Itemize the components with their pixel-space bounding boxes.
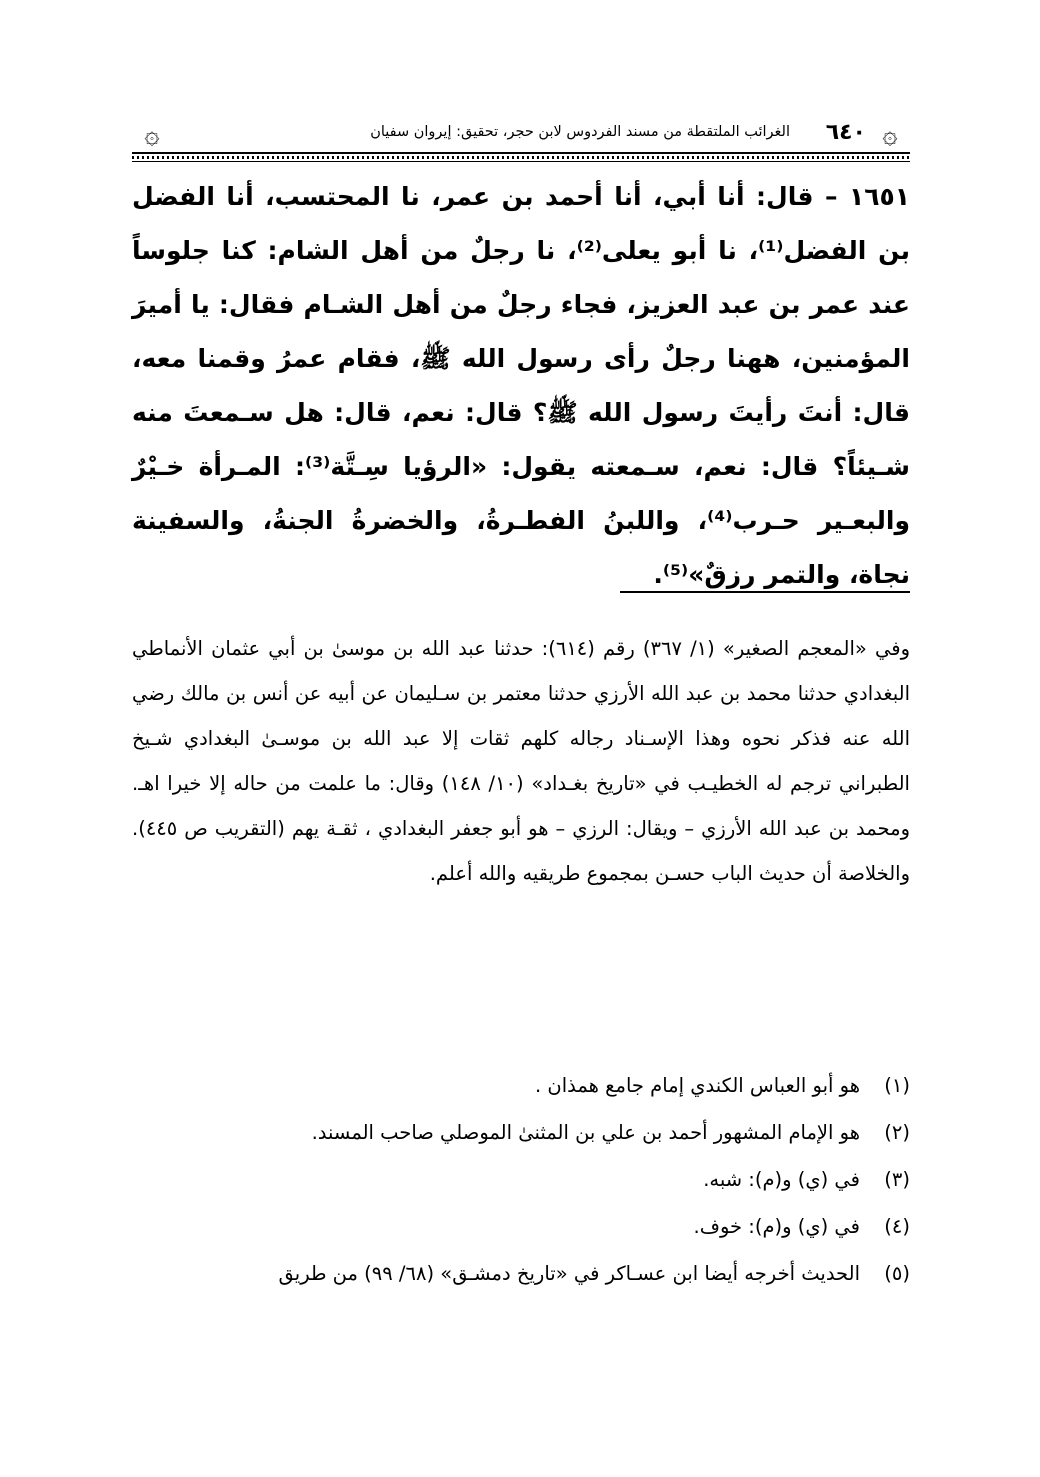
- footnote-number: (٤): [884, 1215, 910, 1238]
- footnote-number: (١): [884, 1074, 910, 1097]
- footnote-text: في (ي) و(م): شبه.: [703, 1168, 860, 1191]
- commentary: [132, 626, 910, 896]
- header-ornament-left-icon: ۞: [144, 120, 160, 150]
- footnote-number: (٢): [884, 1121, 910, 1144]
- hadith-text: [132, 170, 910, 602]
- header-ornament-right-icon: ۞: [882, 120, 898, 150]
- footnote-text: الحديث أخرجه أيضا ابن عسـاكر في «تاريخ دمشـق» (٦٨/ ٩٩) من طريق: [278, 1262, 860, 1285]
- footnote-item: [132, 1109, 910, 1156]
- footnote-text: هو الإمام المشهور أحمد بن علي بن المثنىٰ الموصلي صاحب المسند.: [311, 1121, 860, 1144]
- header-rule: [132, 152, 910, 162]
- footnote-divider: [620, 591, 910, 593]
- footnote-item: [132, 1203, 910, 1250]
- footnotes-list: [132, 1062, 910, 1297]
- footnote-item: [132, 1250, 910, 1297]
- page-number: ٦٤٠: [825, 120, 866, 145]
- footnote-number: (٣): [884, 1168, 910, 1191]
- footnote-item: [132, 1062, 910, 1109]
- footnote-text: في (ي) و(م): خوف.: [693, 1215, 860, 1238]
- hadith-paragraph: ١٦٥١ – قال: أنا أبي، أنا أحمد بن عمر، نا المحتسب، أنا الفضل بن الفضل⁽¹⁾، نا أبو يعلى⁽²⁾، نا رجلٌ من أهل الشام: كنا جلوساً عند عمر بن عبد العزيز، فجاء رجلٌ من أهل الشـام فقال: يا أميرَ المؤمنين، ههنا رجلٌ رأى رسول الله ﷺ، فقام عمرُ وقمنا معه، قال: أنتَ رأيتَ رسول الله ﷺ؟ قال: نعم، قال: هل سـمعتَ منه شـيئاً؟ قال: نعم، سـمعته يقول: «الرؤيا سِـتَّة⁽³⁾: المـرأة خـيْرٌ والبعـير حـرب⁽⁴⁾، واللبنُ الفطـرةُ، والخضرةُ الجنةُ، والسفينة نجاة، والتمر رزقٌ»⁽⁵⁾.: [132, 182, 911, 589]
- footnote-number: (٥): [884, 1262, 910, 1285]
- commentary-paragraph: وفي «المعجم الصغير» (١/ ٣٦٧) رقم (٦١٤): حدثنا عبد الله بن موسىٰ بن أبي عثمان الأنماطي البغدادي حدثنا محمد بن عبد الله الأرزي حدثنا معتمر بن سـليمان عن أبيه عن أنس بن مالك رضي الله عنه فذكر نحوه وهذا الإسـناد رجاله كلهم ثقات إلا عبد الله بن موسـىٰ البغدادي شـيخ الطبراني ترجم له الخطيـب في «تاريخ بغـداد» (١٠/ ١٤٨) وقال: ما علمت من حاله إلا خيرا اهـ. ومحمد بن عبد الله الأرزي – ويقال: الرزي – هو أبو جعفر البغدادي ، ثقـة يهم (التقريب ص ٤٤٥). والخلاصة أن حديث الباب حسـن بمجموع طريقيه والله أعلم.: [132, 637, 910, 885]
- footnote-item: [132, 1156, 910, 1203]
- page-header: [132, 116, 910, 156]
- footnote-text: هو أبو العباس الكندي إمام جامع همذان .: [535, 1074, 860, 1097]
- running-title: الغرائب الملتقطة من مسند الفردوس لابن حجر، تحقيق: إيروان سفيان: [370, 124, 790, 140]
